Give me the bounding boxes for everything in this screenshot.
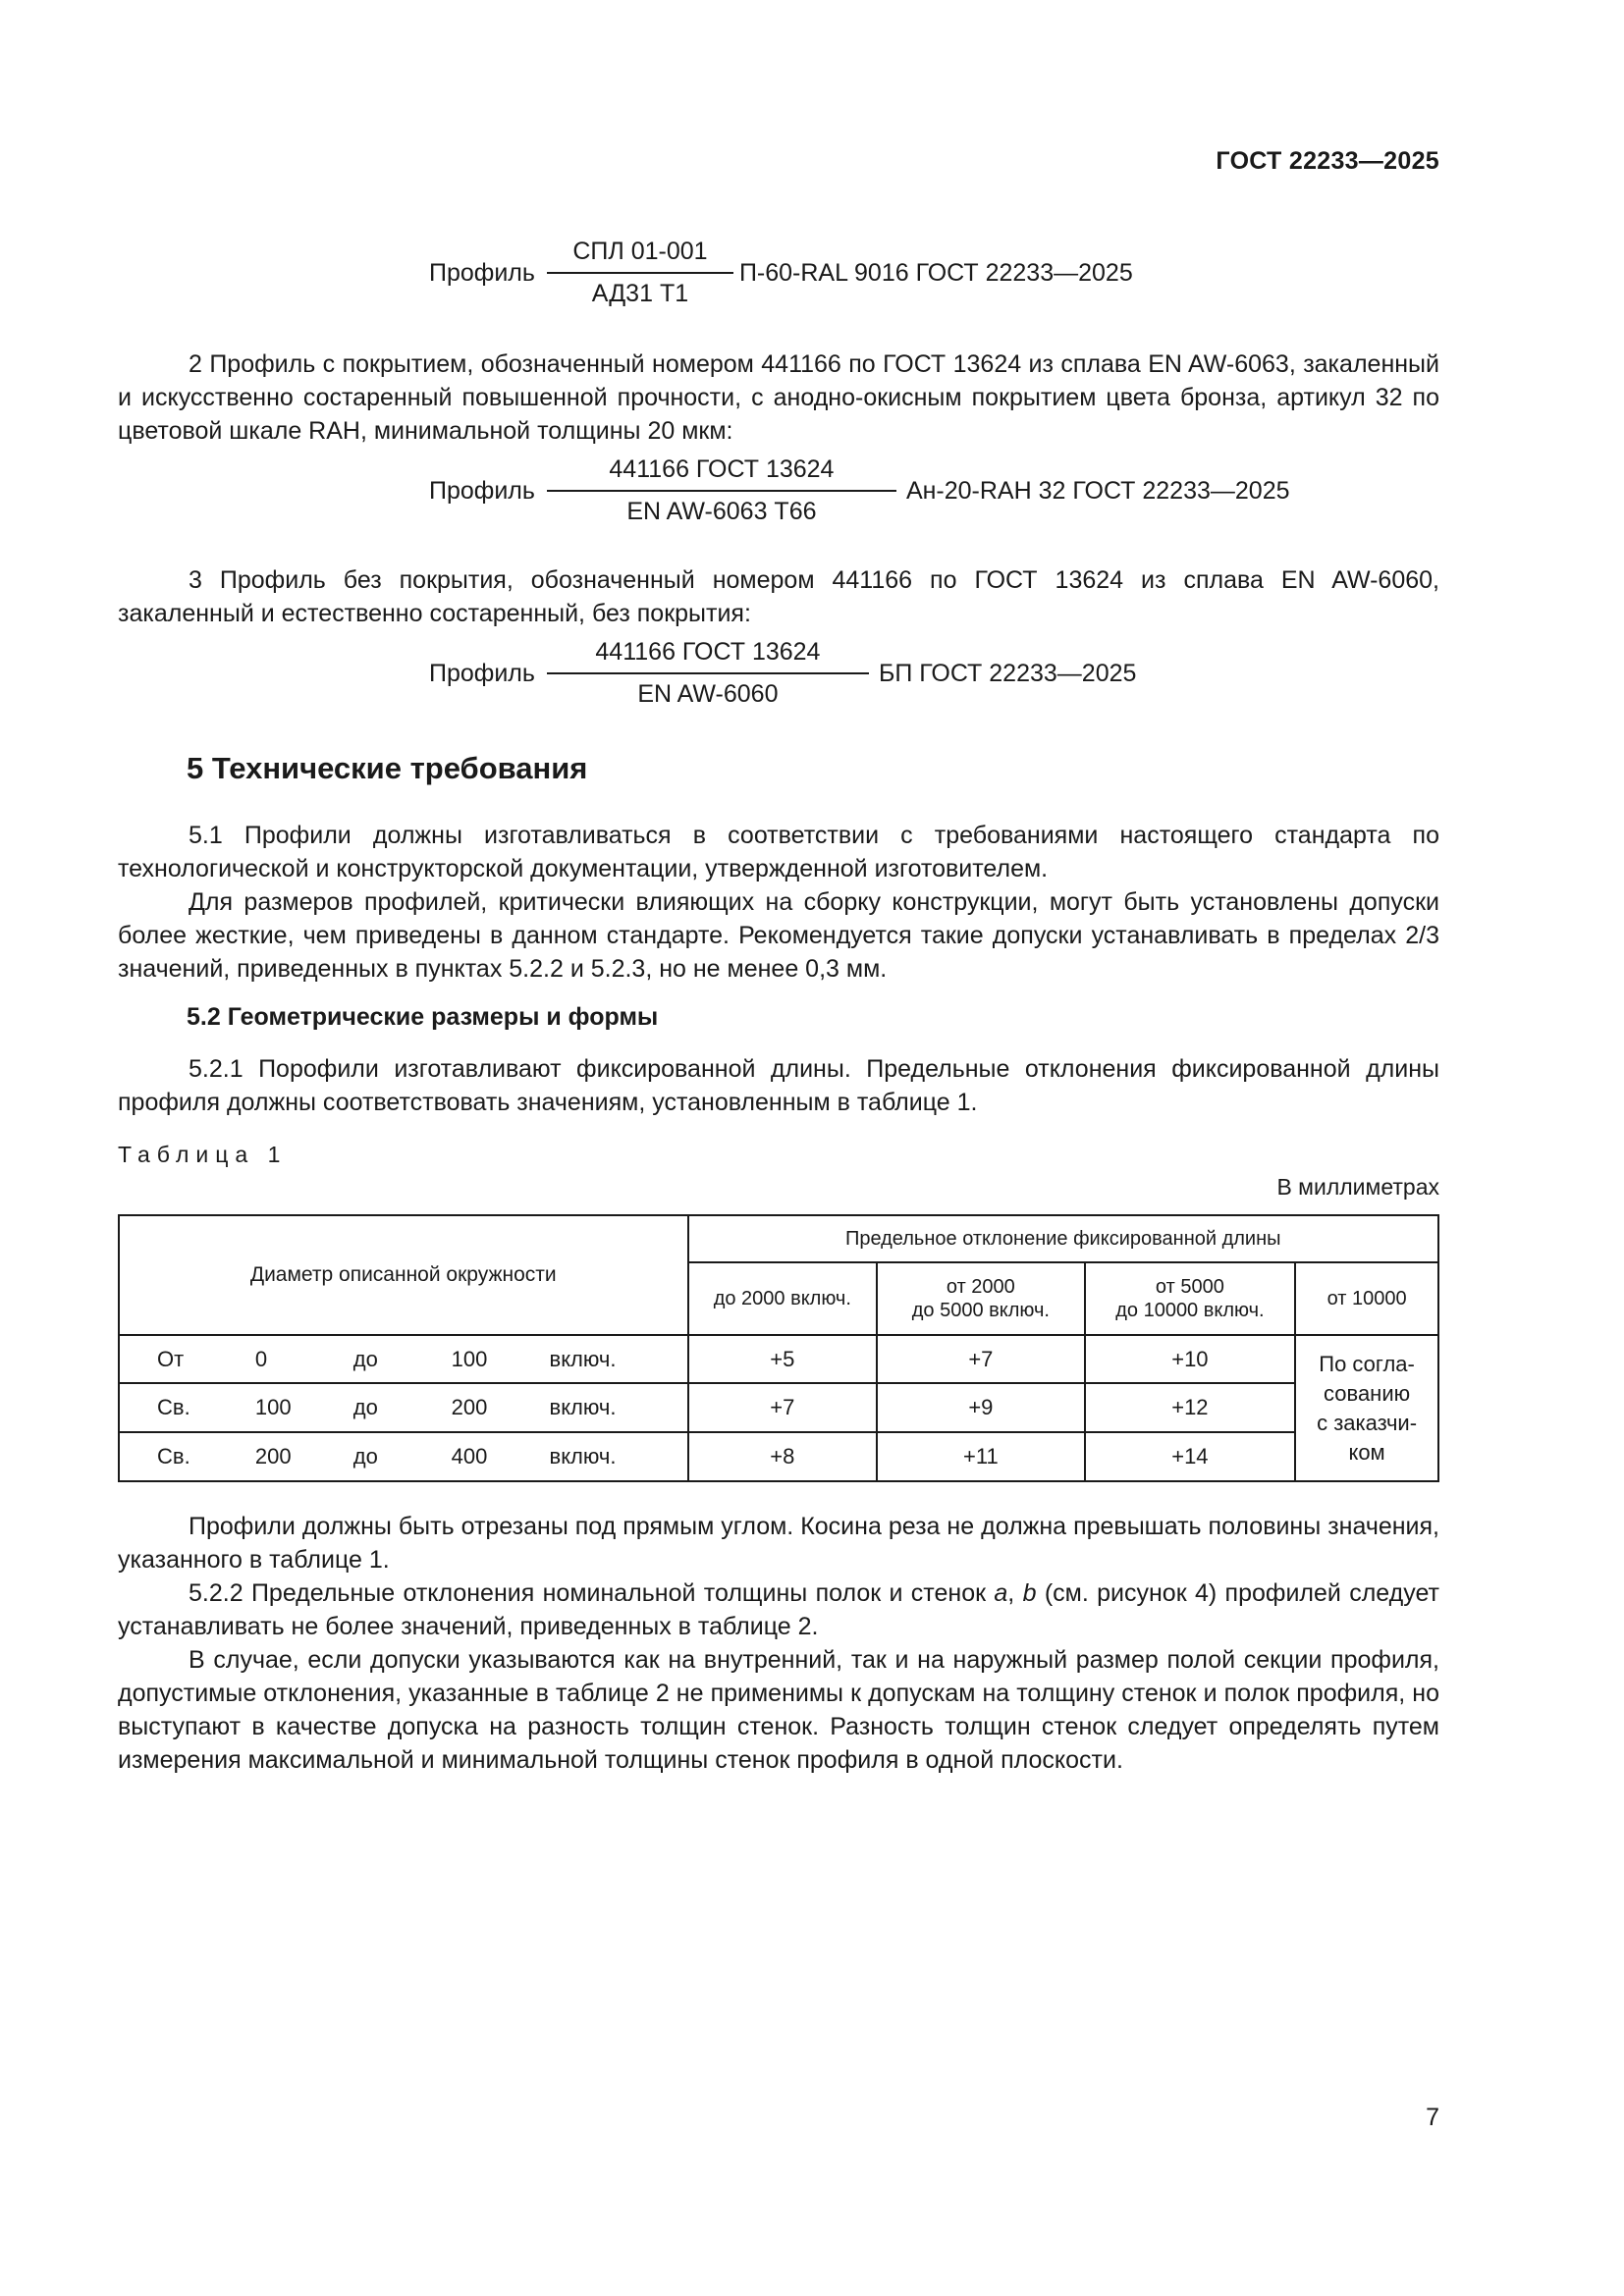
formula-fraction [547,238,733,308]
formula-fraction [547,455,896,526]
table-row [119,1383,1438,1432]
range-to: 100 [451,1346,488,1371]
document-header: ГОСТ 22233—2025 [1216,147,1439,175]
table-cell: +10 [1085,1335,1296,1383]
table-cell: +12 [1085,1383,1296,1432]
header-col-2-line-1: от 2000 [946,1276,1015,1298]
range-prefix: Св. [157,1395,190,1419]
formula-denominator: EN AW-6060 [637,680,779,708]
range-to-word: до [352,1444,378,1468]
example-2-text: 2 Профиль с покрытием, обозначенный номером 441166 по ГОСТ 13624 из сплава EN AW-6063, закаленный и искусственно состаренный повышенной прочности, с анодно-окисным покрытием цвета бронза, артикул 32 по цветовой шкале RAH, минимальной толщины 20 мкм: [118,350,1439,445]
example-3-text: 3 Профиль без покрытия, обозначенный номером 441166 по ГОСТ 13624 из сплава EN AW-6060, закаленный и естественно состаренный, без покрытия: [118,566,1439,627]
range-prefix: Св. [157,1444,190,1468]
header-col-3-line-2: до 10000 включ. [1115,1300,1265,1321]
merged-cell-line: ком [1348,1439,1385,1465]
formula-suffix: Ан-20-RAH 32 ГОСТ 22233—2025 [905,476,1290,505]
merged-cell-line: По согла- [1319,1351,1415,1376]
range-to-word: до [352,1346,378,1371]
header-col-1 [688,1262,878,1335]
variable-b: b [1022,1579,1037,1607]
formula-word: Профиль [429,659,535,687]
range-inclusive: включ. [549,1395,617,1419]
formula-numerator: 441166 ГОСТ 13624 [609,455,835,483]
example-3-paragraph [118,563,1439,630]
header-col-2 [877,1262,1085,1335]
table-caption: Таблица 1 [118,1142,288,1167]
range-to: 400 [451,1444,488,1468]
table-row [119,1335,1438,1383]
header-col-2-line-2: до 5000 включ. [911,1300,1050,1321]
range-inclusive: включ. [549,1444,617,1468]
last-column-merged-cell [1295,1335,1438,1481]
section-5-2-1 [118,1052,1439,1119]
formula-suffix: П-60-RAL 9016 ГОСТ 22233—2025 [738,258,1133,287]
merged-cell-line: сованию [1324,1380,1411,1406]
header-col-4-line: от 10000 [1326,1288,1407,1309]
section-5-title: 5 Технические требования [187,751,588,785]
text-run: (см. рисунок 4) профилей следует устанавливать не более значений, приведенных в таблице 2. [118,1579,1439,1640]
hollow-section-paragraph: В случае, если допуски указываются как на внутренний, так и на наружный размер полой секции профиля, допустимые отклонения, указанные в таблице 2 не применимы к допускам на толщину стенок и полок профиля, но выступают в качестве допуска на разность толщин стенок. Разность толщин стенок следует определять путем измерения максимальной и минимальной толщины стенок профиля в одной плоскости. [118,1646,1439,1774]
designation-formula-3 [429,638,1136,709]
formula-word: Профиль [429,258,535,287]
table-units: В миллиметрах [1276,1174,1439,1200]
section-5-2-title: 5.2 Геометрические размеры и формы [187,1003,659,1031]
section-5-2-1-text: 5.2.1 Порофили изготавливают фиксированной длины. Предельные отклонения фиксированной длины профиля должны соответствовать значениям, установленным в таблице 1. [118,1055,1439,1116]
range-from: 100 [254,1395,292,1419]
formula-suffix: БП ГОСТ 22233—2025 [878,659,1137,687]
section-5-1-note: Для размеров профилей, критически влияющих на сборку конструкции, могут быть установлены допуски более жесткие, чем приведены в данном стандарте. Рекомендуется такие допуски устанавливать в пределах 2/3 значений, приведенных в пунктах 5.2.2 и 5.2.3, но не менее 0,3 мм. [118,888,1439,983]
page-number: 7 [1426,2104,1439,2131]
table-cell: +14 [1085,1432,1296,1481]
table-cell: +8 [688,1432,878,1481]
section-5-1-text: 5.1 Профили должны изготавливаться в соответствии с требованиями настоящего стандарта по технологической и конструкторской документации, утвержденной изготовителем. [118,822,1439,882]
range-to: 200 [451,1395,488,1419]
range-inclusive: включ. [549,1346,617,1371]
range-to-word: до [352,1395,378,1419]
table-cell: +11 [877,1432,1085,1481]
formula-fraction [547,638,869,709]
designation-formula-2 [429,455,1290,526]
cut-angle-paragraph: Профили должны быть отрезаны под прямым углом. Косина реза не должна превышать половины значения, указанного в таблице 1. [118,1513,1439,1574]
header-col-3 [1085,1262,1296,1335]
header-deviation-group: Предельное отклонение фиксированной длины [688,1215,1439,1262]
formula-denominator: EN AW-6063 Т66 [626,498,817,525]
designation-formula-1 [429,238,1133,308]
header-col-4 [1295,1262,1438,1335]
row-range [119,1335,688,1383]
section-5-1 [118,819,1439,986]
range-prefix: От [157,1346,185,1371]
table-cell: +7 [688,1383,878,1432]
header-diameter: Диаметр описанной окружности [119,1215,688,1335]
text-run: , [1007,1579,1023,1607]
text-run: 5.2.2 Предельные отклонения номинальной толщины полок и стенок [189,1579,995,1607]
merged-cell-line: с заказчи- [1317,1410,1418,1435]
header-col-1-line: до 2000 включ. [713,1288,851,1309]
table-row [119,1432,1438,1481]
formula-denominator: АД31 Т1 [591,280,689,307]
table-cell: +9 [877,1383,1085,1432]
table-1 [118,1214,1439,1482]
range-from: 200 [254,1444,292,1468]
example-2-paragraph [118,347,1439,448]
formula-numerator: СПЛ 01-001 [572,238,708,265]
row-range [119,1383,688,1432]
table-cell: +7 [877,1335,1085,1383]
after-table-text [118,1510,1439,1777]
section-5-2-2-paragraph [118,1576,1439,1643]
formula-word: Профиль [429,476,535,505]
formula-numerator: 441166 ГОСТ 13624 [595,638,821,666]
range-from: 0 [254,1346,268,1371]
header-col-3-line-1: от 5000 [1155,1276,1224,1298]
variable-a: a [994,1579,1008,1607]
table-cell: +5 [688,1335,878,1383]
row-range [119,1432,688,1481]
